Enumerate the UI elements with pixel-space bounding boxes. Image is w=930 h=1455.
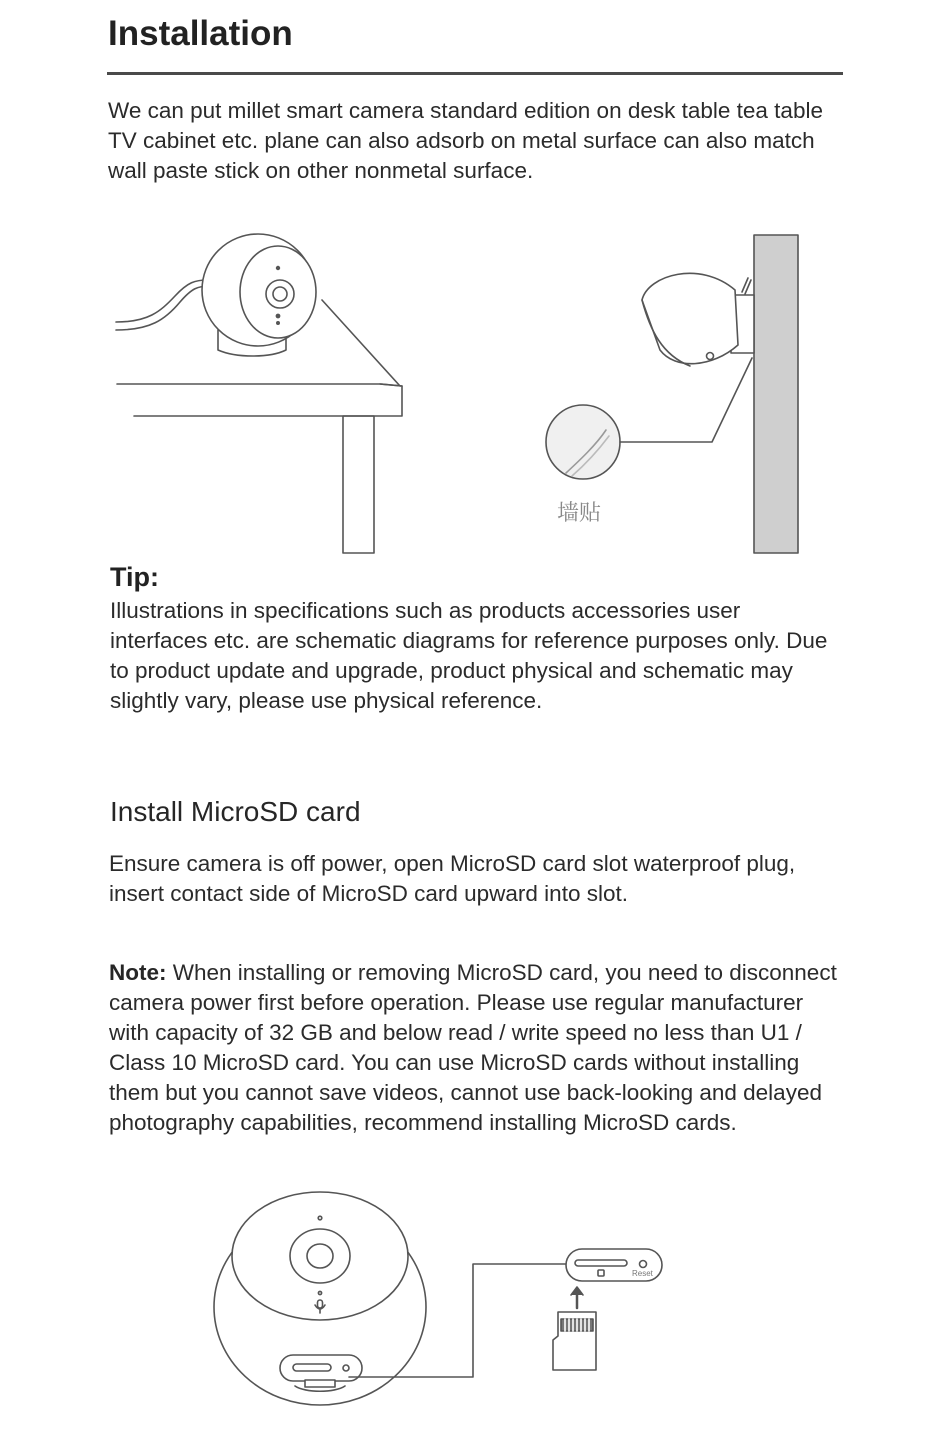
- wall-sticker-label: 墙贴: [557, 501, 602, 526]
- reset-label: Reset: [632, 1269, 653, 1278]
- microsd-instructions: Ensure camera is off power, open MicroSD card slot waterproof plug, insert contact side of MicroSD card upward into slot.: [109, 851, 796, 906]
- table-illustration: [117, 384, 402, 553]
- note-body: When installing or removing MicroSD card, you need to disconnect camera power first before operation. Please use regular manufacturer with capacity of 32 GB and below read / write speed no less than U1 / Class 10 MicroSD card. You can use MicroSD cards without installing them but you cannot save videos, cannot use back-looking and delayed photography capabilities, recommend installing MicroSD cards.: [109, 960, 837, 1135]
- leader-line-wall: [620, 358, 752, 442]
- wall-illustration: [754, 235, 798, 553]
- installation-illustration: [0, 190, 930, 560]
- camera-on-wall-illustration: [642, 273, 754, 366]
- microsd-heading: Install MicroSD card: [110, 796, 361, 827]
- page-title: Installation: [108, 14, 293, 53]
- microsd-card-icon: [553, 1312, 596, 1370]
- camera-bottom-illustration: [214, 1192, 426, 1405]
- wall-sticker-icon: [546, 405, 620, 479]
- tip-heading: Tip:: [110, 562, 159, 592]
- microsd-slot-closeup: [566, 1249, 662, 1281]
- microsd-illustration: [0, 1180, 930, 1455]
- up-arrow-icon: [571, 1287, 583, 1308]
- intro-paragraph: We can put millet smart camera standard edition on desk table tea table TV cabinet etc. plane can also adsorb on metal surface can also match wall paste stick on other nonmetal surface.: [108, 98, 823, 183]
- tip-paragraph: Illustrations in specifications such as products accessories user interfaces etc. are schematic diagrams for reference purposes only. Due to product update and upgrade, product physical and schematic may slightly vary, please use physical reference.: [110, 598, 828, 713]
- camera-on-table-illustration: [202, 234, 316, 356]
- leader-line-table: [322, 300, 400, 386]
- note-label: Note:: [109, 960, 167, 985]
- title-divider: [107, 72, 843, 75]
- microsd-note: [109, 958, 844, 1138]
